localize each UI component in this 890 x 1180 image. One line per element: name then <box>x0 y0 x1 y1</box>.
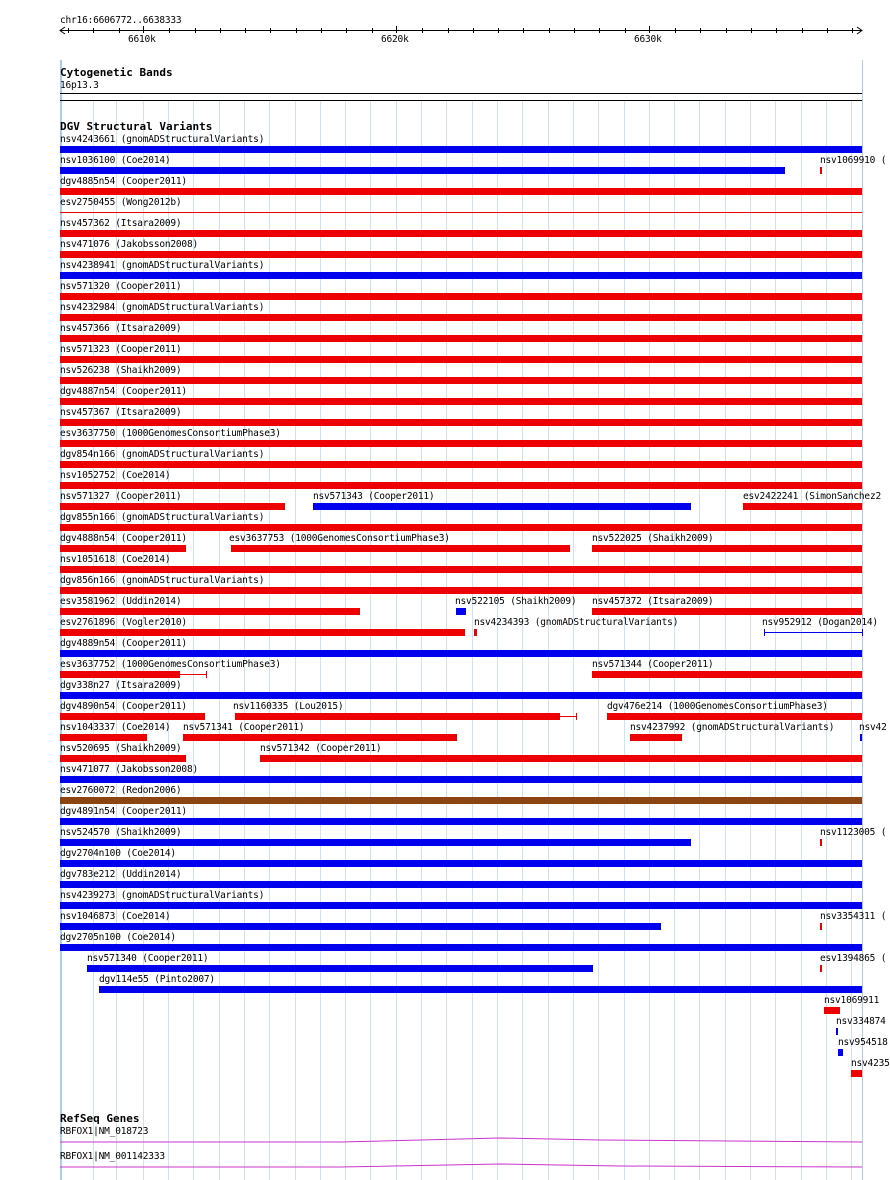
variant-label[interactable]: esv1394865 ( <box>820 953 887 964</box>
coordinate-ruler[interactable] <box>0 0 890 60</box>
variant-label[interactable]: dgv854n166 (gnomADStructuralVariants) <box>60 449 265 460</box>
variant-bar[interactable] <box>60 167 785 174</box>
variant-bar[interactable] <box>60 734 147 741</box>
variant-bar[interactable] <box>592 545 862 552</box>
variant-label[interactable]: dgv2704n100 (Coe2014) <box>60 848 176 859</box>
variant-bar[interactable] <box>60 419 862 426</box>
variant-bar[interactable] <box>824 1007 840 1014</box>
variant-whisker-end <box>569 545 570 552</box>
variant-bar[interactable] <box>607 713 862 720</box>
refseq-track-title: RefSeq Genes <box>60 1112 140 1125</box>
variant-label[interactable]: dgv338n27 (Itsara2009) <box>60 680 182 691</box>
variant-label[interactable]: nsv571342 (Cooper2011) <box>260 743 382 754</box>
variant-label[interactable]: nsv4238941 (gnomADStructuralVariants) <box>60 260 265 271</box>
variant-label[interactable]: nsv952912 (Dogan2014) <box>762 617 878 628</box>
gene-label[interactable]: RBFOX1|NM_018723 <box>60 1126 149 1137</box>
variant-bar[interactable] <box>820 965 822 972</box>
variant-label[interactable]: dgv2705n100 (Coe2014) <box>60 932 176 943</box>
variant-label[interactable]: nsv571327 (Cooper2011) <box>60 491 182 502</box>
variant-label[interactable]: nsv524570 (Shaikh2009) <box>60 827 182 838</box>
variant-label[interactable]: dgv783e212 (Uddin2014) <box>60 869 182 880</box>
variant-bar[interactable] <box>60 524 862 531</box>
variant-label[interactable]: nsv522025 (Shaikh2009) <box>592 533 714 544</box>
variant-whisker-end <box>576 713 577 720</box>
variant-label[interactable]: nsv1160335 (Lou2015) <box>233 701 344 712</box>
variant-bar[interactable] <box>60 608 360 615</box>
variant-label[interactable]: nsv4235 <box>851 1058 890 1069</box>
variant-bar[interactable] <box>183 734 457 741</box>
variant-bar[interactable] <box>313 503 691 510</box>
variant-label[interactable]: nsv471076 (Jakobsson2008) <box>60 239 198 250</box>
variant-bar[interactable] <box>60 566 862 573</box>
variant-bar[interactable] <box>60 398 862 405</box>
variant-bar[interactable] <box>820 167 822 174</box>
variant-bar[interactable] <box>836 1028 838 1035</box>
variant-bar[interactable] <box>60 818 862 825</box>
variant-bar[interactable] <box>60 587 862 594</box>
variant-bar[interactable] <box>60 440 862 447</box>
variant-label[interactable]: nsv571344 (Cooper2011) <box>592 659 714 670</box>
variant-label[interactable]: nsv1051618 (Coe2014) <box>60 554 171 565</box>
variant-bar[interactable] <box>851 1070 862 1077</box>
variant-bar[interactable] <box>60 881 862 888</box>
variant-label[interactable]: nsv954518 <box>838 1037 888 1048</box>
variant-label[interactable]: nsv571340 (Cooper2011) <box>87 953 209 964</box>
variant-label[interactable]: dgv856n166 (gnomADStructuralVariants) <box>60 575 265 586</box>
variant-label[interactable]: nsv522105 (Shaikh2009) <box>455 596 577 607</box>
cytoband-line <box>60 100 862 101</box>
variant-bar[interactable] <box>60 545 186 552</box>
variant-label[interactable]: dgv4885n54 (Cooper2011) <box>60 176 187 187</box>
variant-bar[interactable] <box>60 944 862 951</box>
variant-label[interactable]: nsv1043337 (Coe2014) <box>60 722 171 733</box>
variant-label[interactable]: dgv4888n54 (Cooper2011) <box>60 533 187 544</box>
variant-label[interactable]: nsv471077 (Jakobsson2008) <box>60 764 198 775</box>
variant-label[interactable]: nsv520695 (Shaikh2009) <box>60 743 182 754</box>
ruler-tick-label: 6620k <box>381 34 409 45</box>
variant-label[interactable]: esv2761896 (Vogler2010) <box>60 617 187 628</box>
variant-bar[interactable] <box>60 860 862 867</box>
variant-bar[interactable] <box>231 545 569 552</box>
dgv-track-title: DGV Structural Variants <box>60 120 213 133</box>
variant-whisker-end <box>764 629 765 636</box>
variant-bar[interactable] <box>60 776 862 783</box>
variant-bar[interactable] <box>838 1049 842 1056</box>
variant-bar[interactable] <box>60 755 186 762</box>
variant-bar[interactable] <box>60 671 180 678</box>
variant-label[interactable]: dgv114e55 (Pinto2007) <box>99 974 215 985</box>
variant-label[interactable]: nsv1069911 <box>824 995 880 1006</box>
variant-whisker-end <box>862 629 863 636</box>
variant-bar[interactable] <box>99 986 862 993</box>
gene-label[interactable]: RBFOX1|NM_001142333 <box>60 1151 165 1162</box>
cytoband-track-title: Cytogenetic Bands <box>60 66 173 79</box>
variant-label[interactable]: nsv4234393 (gnomADStructuralVariants) <box>474 617 679 628</box>
variant-label[interactable]: nsv571320 (Cooper2011) <box>60 281 182 292</box>
cytoband-label[interactable]: 16p13.3 <box>60 80 99 91</box>
variant-bar[interactable] <box>592 608 862 615</box>
variant-label[interactable]: nsv457367 (Itsara2009) <box>60 407 182 418</box>
variant-label[interactable]: nsv571341 (Cooper2011) <box>183 722 305 733</box>
variant-label[interactable]: nsv457362 (Itsara2009) <box>60 218 182 229</box>
variant-bar[interactable] <box>60 713 205 720</box>
refseq-gene-models[interactable] <box>0 1120 890 1180</box>
variant-bar[interactable] <box>60 251 862 258</box>
cytoband-line <box>60 93 862 94</box>
variant-bar[interactable] <box>592 671 862 678</box>
gene-model-line[interactable] <box>60 1138 862 1142</box>
variant-bar[interactable] <box>820 839 822 846</box>
variant-label[interactable]: nsv4239273 (gnomADStructuralVariants) <box>60 890 265 901</box>
variant-label[interactable]: nsv1046873 (Coe2014) <box>60 911 171 922</box>
variant-whisker <box>764 632 862 633</box>
variant-bar[interactable] <box>260 755 862 762</box>
variant-bar[interactable] <box>60 650 862 657</box>
variant-label[interactable]: dgv855n166 (gnomADStructuralVariants) <box>60 512 265 523</box>
variant-bar[interactable] <box>630 734 682 741</box>
variant-label[interactable]: dgv4887n54 (Cooper2011) <box>60 386 187 397</box>
variant-label[interactable]: nsv1069910 ( <box>820 155 887 166</box>
variant-label[interactable]: esv2750455 (Wong2012b) <box>60 197 182 208</box>
variant-bar[interactable] <box>60 839 691 846</box>
variant-label[interactable]: nsv571323 (Cooper2011) <box>60 344 182 355</box>
variant-label[interactable]: esv3637752 (1000GenomesConsortiumPhase3) <box>60 659 281 670</box>
ruler-tick-label: 6630k <box>634 34 662 45</box>
chromosome-position: chr16:6606772..6638333 <box>60 15 182 26</box>
variant-bar[interactable] <box>60 797 862 804</box>
variant-bar[interactable] <box>60 377 862 384</box>
variant-label[interactable]: nsv1036100 (Coe2014) <box>60 155 171 166</box>
variant-label[interactable]: nsv3354311 ( <box>820 911 887 922</box>
variant-label[interactable]: nsv1052752 (Coe2014) <box>60 470 171 481</box>
variant-bar[interactable] <box>820 923 822 930</box>
variant-label[interactable]: nsv334874 <box>836 1016 886 1027</box>
variant-bar[interactable] <box>60 230 862 237</box>
variant-bar[interactable] <box>474 629 477 636</box>
variant-bar[interactable] <box>60 629 465 636</box>
variant-bar[interactable] <box>743 503 862 510</box>
variant-bar[interactable] <box>60 902 862 909</box>
variant-whisker-end <box>206 671 207 678</box>
variant-label[interactable]: nsv4232984 (gnomADStructuralVariants) <box>60 302 265 313</box>
variant-bar[interactable] <box>60 212 862 213</box>
variant-bar[interactable] <box>60 356 862 363</box>
variant-bar[interactable] <box>60 146 862 153</box>
variant-label[interactable]: esv2422241 (SimonSanchez2 <box>743 491 881 502</box>
variant-bar[interactable] <box>60 461 862 468</box>
variant-label[interactable]: nsv526238 (Shaikh2009) <box>60 365 182 376</box>
ruler-tick-label: 6610k <box>128 34 156 45</box>
variant-bar[interactable] <box>60 314 862 321</box>
variant-bar[interactable] <box>87 965 593 972</box>
variant-label[interactable]: nsv4237992 (gnomADStructuralVariants) <box>630 722 835 733</box>
variant-label[interactable]: nsv4243661 (gnomADStructuralVariants) <box>60 134 265 145</box>
variant-label[interactable]: nsv42 <box>859 722 887 733</box>
variant-label[interactable]: nsv571343 (Cooper2011) <box>313 491 435 502</box>
variant-bar[interactable] <box>60 503 285 510</box>
variant-label[interactable]: esv3637753 (1000GenomesConsortiumPhase3) <box>229 533 450 544</box>
variant-label[interactable]: esv2760072 (Redon2006) <box>60 785 182 796</box>
variant-bar[interactable] <box>60 482 862 489</box>
variant-label[interactable]: dgv4889n54 (Cooper2011) <box>60 638 187 649</box>
variant-bar[interactable] <box>235 713 560 720</box>
variant-bar[interactable] <box>456 608 466 615</box>
variant-label[interactable]: esv3637750 (1000GenomesConsortiumPhase3) <box>60 428 281 439</box>
variant-label[interactable]: nsv457372 (Itsara2009) <box>592 596 714 607</box>
variant-bar[interactable] <box>60 692 862 699</box>
variant-label[interactable]: dgv4890n54 (Cooper2011) <box>60 701 187 712</box>
variant-whisker-end <box>842 1049 843 1056</box>
variant-bar[interactable] <box>60 293 862 300</box>
variant-label[interactable]: esv3581962 (Uddin2014) <box>60 596 182 607</box>
variant-bar[interactable] <box>60 335 862 342</box>
variant-label[interactable]: nsv457366 (Itsara2009) <box>60 323 182 334</box>
variant-bar[interactable] <box>60 272 862 279</box>
variant-bar[interactable] <box>60 188 862 195</box>
variant-bar[interactable] <box>860 734 862 741</box>
variant-label[interactable]: dgv4891n54 (Cooper2011) <box>60 806 187 817</box>
variant-bar[interactable] <box>60 923 661 930</box>
variant-label[interactable]: nsv1123005 ( <box>820 827 887 838</box>
variant-label[interactable]: dgv476e214 (1000GenomesConsortiumPhase3) <box>607 701 828 712</box>
gene-model-line[interactable] <box>60 1164 862 1167</box>
